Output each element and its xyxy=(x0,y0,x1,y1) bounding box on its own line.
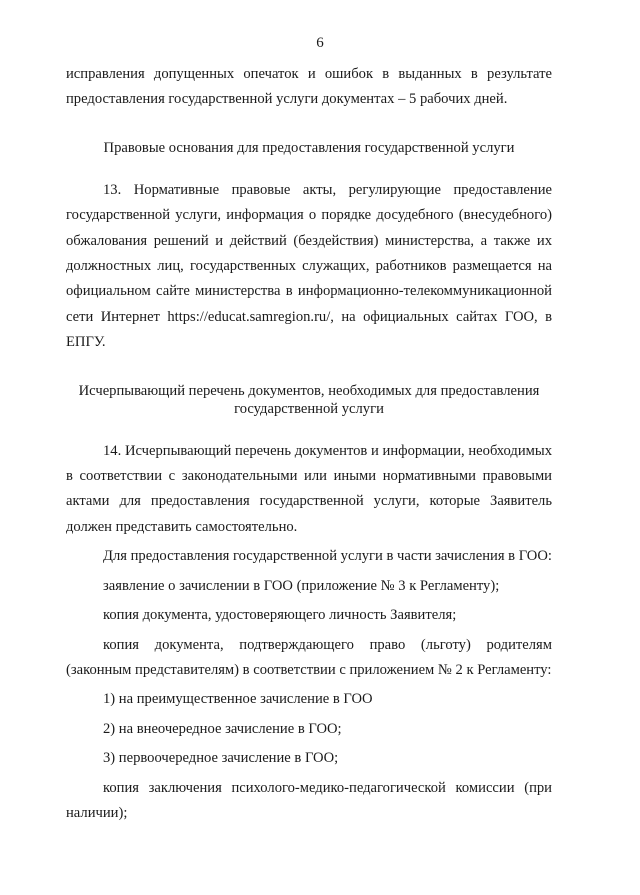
legal-basis-heading: Правовые основания для предоставления государственной услуги xyxy=(103,139,515,156)
sub-item-1: 1) на преимущественное зачисление в ГОО xyxy=(103,691,373,708)
sub-item-3: 3) первоочередное зачисление в ГОО; xyxy=(103,750,339,767)
list-item-pmpk: копия заключения психолого-медико-педагогической комиссии (при наличии); xyxy=(66,779,552,821)
list-item-right-copy: копия документа, подтверждающего право (льготу) родителям (законным представителям) в соответствии с приложением № 2 к Регламенту: xyxy=(66,636,552,678)
documents-heading-line-2: государственной услуги xyxy=(234,400,384,417)
paragraph-14: 14. Исчерпывающий перечень документов и информации, необходимых в соответствии с законодательными или иными нормативными правовыми актами для предоставления государственной услуги, которые Заявитель должен представить самостоятельно. xyxy=(66,442,552,535)
list-item-application: заявление о зачислении в ГОО (приложение № 3 к Регламенту); xyxy=(103,577,500,594)
continuation-paragraph: исправления допущенных опечаток и ошибок в выданных в результате предоставления государственной услуги документах – 5 рабочих дней. xyxy=(66,66,552,108)
enrollment-paragraph: Для предоставления государственной услуги в части зачисления в ГОО: xyxy=(103,548,552,565)
list-item-id-copy: копия документа, удостоверяющего личность Заявителя; xyxy=(103,607,457,624)
paragraph-13: 13. Нормативные правовые акты, регулирующие предоставление государственной услуги, информация о порядке досудебного (внесудебного) обжалования решений и действий (бездействия) министерства, а также их должностных лиц, государственных служащих, работников размещается на официальном сайте министерства в информационно-телекоммуникационной сети Интернет https://educat.samregion.ru/, на официальных сайтах ГОО, в ЕПГУ. xyxy=(66,181,552,351)
sub-item-2: 2) на внеочередное зачисление в ГОО; xyxy=(103,720,342,737)
document-body xyxy=(66,62,552,826)
documents-heading xyxy=(66,382,552,418)
page-number: 6 xyxy=(316,35,324,51)
documents-heading-line-1: Исчерпывающий перечень документов, необходимых для предоставления xyxy=(78,382,540,399)
